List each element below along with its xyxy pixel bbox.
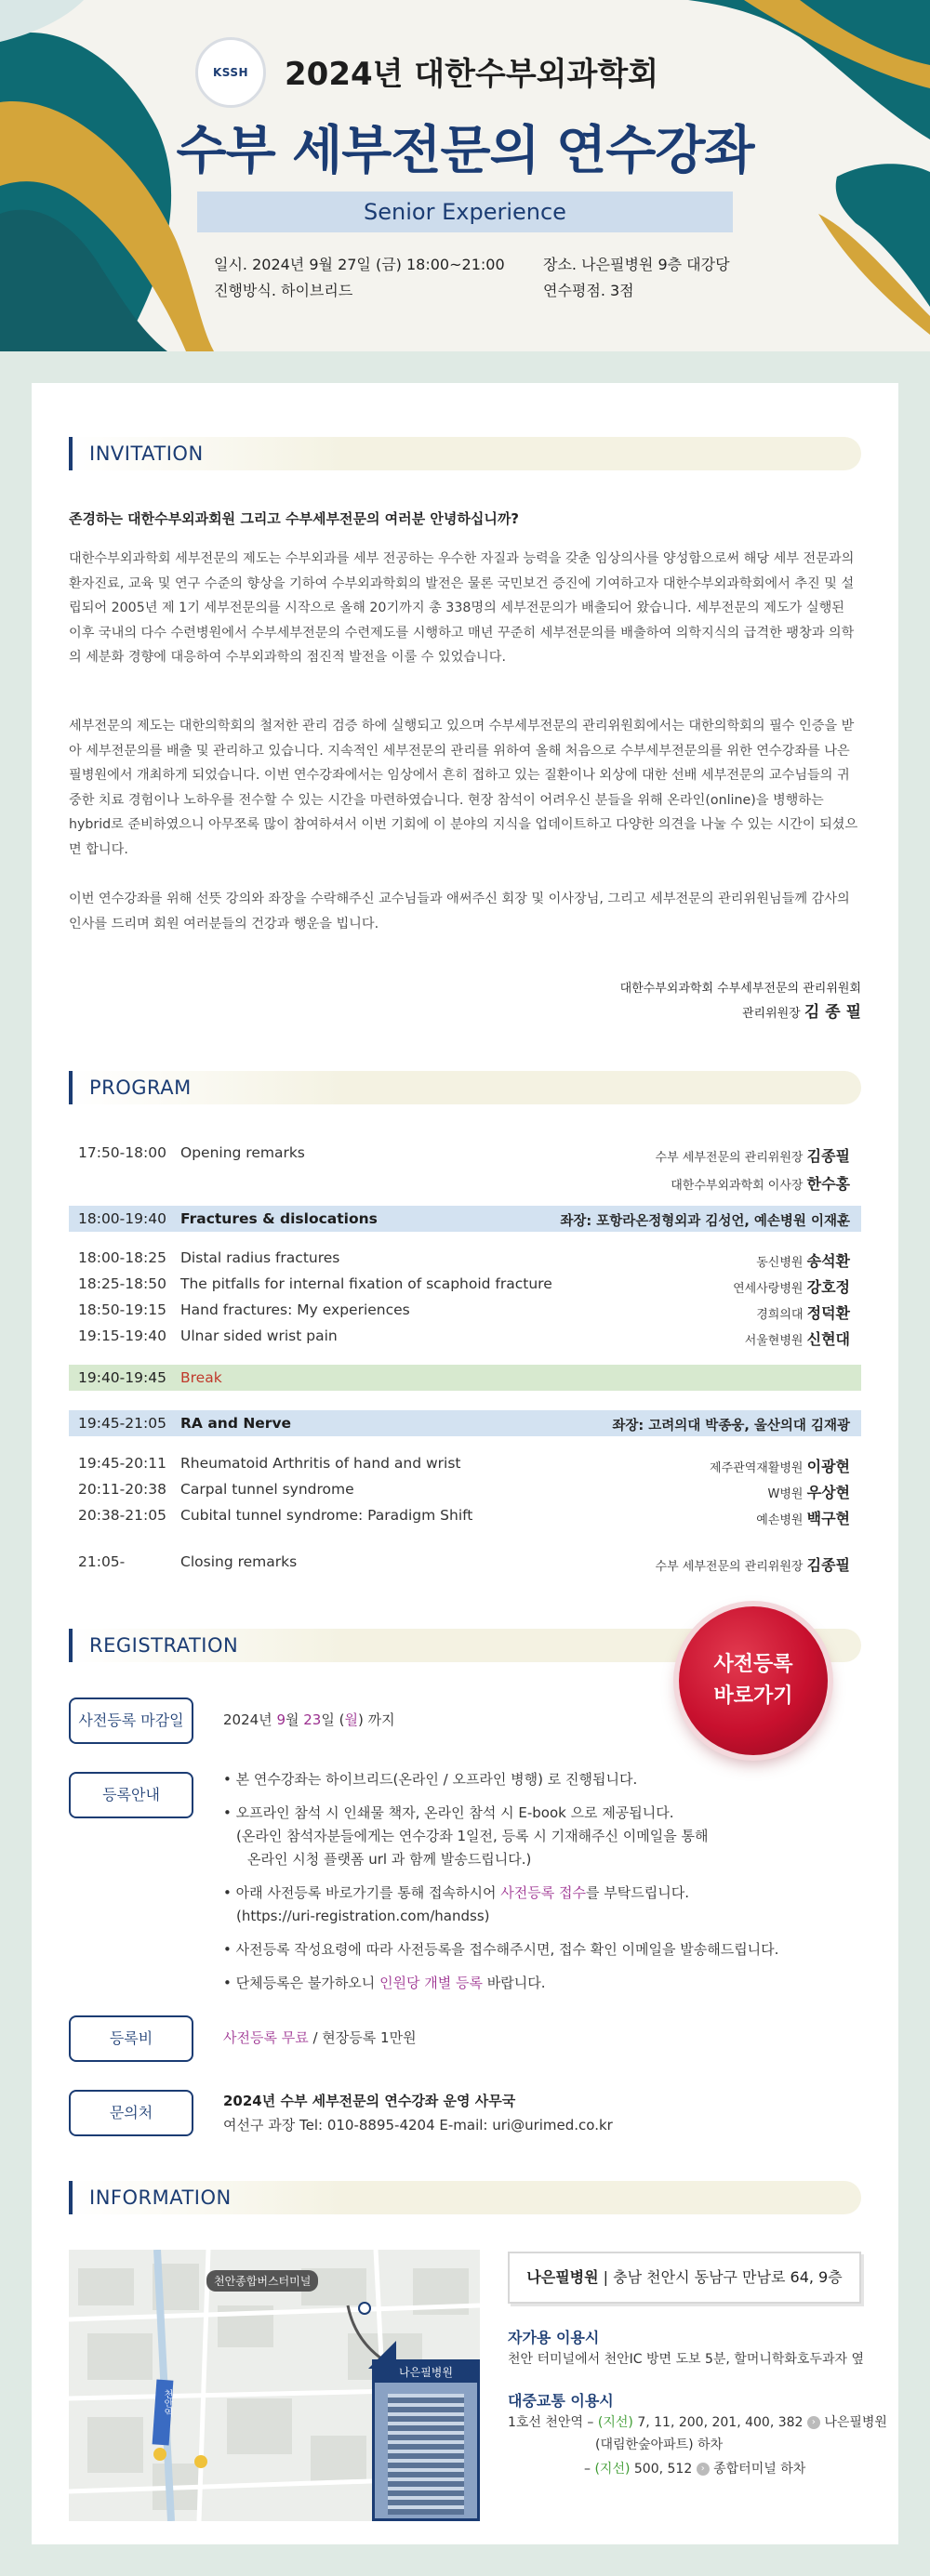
registration-heading-label: REGISTRATION	[89, 1634, 239, 1657]
invitation-paragraph-3: 이번 연수강좌를 위해 선뜻 강의와 좌장을 수락해주신 교수님들과 애써주신 회장 및 이사장님, 그리고 세부전문의 관리위원님들께 감사의 인사를 드리며 회원 여러분들의 건강과 행운을 빕니다.	[69, 892, 850, 931]
public-transport-line-1b: (대림한숲아파트) 하차	[595, 2437, 724, 2452]
main-panel	[32, 383, 898, 2544]
signature	[742, 998, 861, 1022]
greeting: 존경하는 대한수부외과회원 그리고 수부세부전문의 여러분 안녕하십니까?	[69, 510, 520, 527]
information-heading	[69, 2181, 861, 2214]
society-logo	[195, 37, 266, 108]
credit-line: 연수평점. 3점	[543, 282, 634, 299]
guide-item-2-note-2: 온라인 시청 플랫폼 url 과 함께 발송드립니다.)	[247, 1851, 532, 1868]
guide-item-5: • 단체등록은 불가하오니 인원당 개별 등록 바랍니다.	[223, 1975, 546, 1991]
public-transport-title: 대중교통 이용시	[508, 2392, 614, 2410]
map-label-hospital: 나은필병원	[375, 2362, 477, 2383]
arrow-circle-icon: ›	[697, 2463, 710, 2476]
program-row-closing: 21:05- Closing remarks 수부 세부전문의 관리위원장 김종필	[78, 1553, 850, 1574]
invitation-paragraph-2: 세부전문의 제도는 대한의학회의 철저한 관리 검증 하에 실행되고 있으며 수부세부전문의 관리위원회에서는 대한의학회의 필수 인증을 받아 세부전문의를 배출 및 관리하고 있습니다. 지속적인 세부전문의 관리를 위하여 올해 처음으로 수부세부전문의를 위한 연수강좌를 나은필병원에서 개최하게 되었습니다. 이번 연수강좌에서는 임상에서 흔히 접하고 있는 질환이나 외상에 대한 선배 세부전문의 교수님들의 귀중한 치료 경험이나 노하우를 전수할 수 있는 시간을 마련하였습니다. 현장 참석이 어려우신 분들을 위해 온라인(online)을 병행하는 hybrid로 준비하였으니 아무쪼록 많이 참여하셔서 이번 기회에 이 분야의 지식을 업데이트하고 다양한 의견을 나눌 수 있는 시간이 되셨으면 합니다.	[69, 719, 858, 857]
public-transport-line-2: – (지선) 500, 512 › 종합터미널 하차	[584, 2462, 806, 2477]
guide-label: 등록안내	[69, 1772, 193, 1818]
contact-line: 여선구 과장 Tel: 010-8895-4204 E-mail: uri@urimed.co.kr	[223, 2117, 613, 2133]
car-text: 천안 터미널에서 천안IC 방면 도보 5분, 할머니학화호두과자 옆	[508, 2352, 864, 2367]
program-row: 19:45-20:11 Rheumatoid Arthritis of hand and wrist 제주관역재활병원 이광현	[78, 1455, 850, 1475]
arrow-circle-icon: ›	[807, 2416, 820, 2429]
place-line: 장소. 나은필병원 9층 대강당	[543, 256, 730, 273]
program-heading-label: PROGRAM	[89, 1077, 192, 1099]
program-row: 20:38-21:05 Cubital tunnel syndrome: Paradigm Shift 예손병원 백구현	[78, 1507, 850, 1527]
hospital-address: | 충남 천안시 동남구 만남로 64, 9층	[598, 2268, 843, 2286]
signature-name: 김 종 필	[804, 1003, 861, 1022]
invitation-heading	[69, 437, 861, 470]
contact-label: 문의처	[69, 2090, 193, 2136]
guide-item-2-note: (온라인 참석자분들에게는 연수강좌 1일전, 등록 시 기재해주신 이메일을 통해	[236, 1828, 709, 1844]
cta-line-2: 바로가기	[713, 1684, 793, 1708]
signature-role: 관리위원장	[741, 1007, 801, 1021]
program-row: 18:25-18:50 The pitfalls for internal fixation of scaphoid fracture 연세사랑병원 강호정	[78, 1275, 850, 1296]
method-line: 진행방식. 하이브리드	[214, 282, 353, 299]
information-heading-label: INFORMATION	[89, 2186, 232, 2209]
invitation-paragraph-1: 대한수부외과학회 세부전문의 제도는 수부외과를 세부 전공하는 우수한 자질과 능력을 갖춘 임상의사를 양성함으로써 해당 세부 전문과의 환자진료, 교육 및 연구 수준의 향상을 기하여 수부외과학회의 발전은 물론 국민보건 증진에 기여하고자 대한수부외과학회에서 추진 및 설립되어 2005년 제 1기 세부전문의를 시작으로 올해 20기까지 총 338명의 세부전문의가 배출되어 왔습니다. 세부전문의 제도가 실행된 이후 국내의 다수 수련병원에서 수부세부전문의 수련제도를 시행하고 매년 꾸준히 세부전문의를 배출하여 의학지식의 급격한 팽창과 의학의 세분화 경향에 대응하여 수부외과학의 점진적 발전을 이룰 수 있었습니다.	[69, 551, 855, 665]
society-title: 2024년 대한수부외과학회	[285, 56, 659, 93]
fee-text: 사전등록 무료 / 현장등록 1만원	[223, 2029, 417, 2046]
signature-org: 대한수부외과학회 수부세부전문의 관리위원회	[619, 982, 861, 996]
subtitle-banner: Senior Experience	[197, 192, 733, 232]
deadline-label: 사전등록 마감일	[69, 1698, 193, 1744]
guide-item-1: • 본 연수강좌는 하이브리드(온라인 / 오프라인 병행) 로 진행됩니다.	[223, 1771, 638, 1788]
car-title: 자가용 이용시	[508, 2329, 600, 2346]
session-band-2: 19:45-21:05 RA and Nerve 좌장: 고려의대 박종웅, 울산의대 김재광	[69, 1410, 861, 1436]
contact-title: 2024년 수부 세부전문의 연수강좌 운영 사무국	[223, 2093, 516, 2109]
address-box	[508, 2252, 861, 2304]
program-row: 18:00-18:25 Distal radius fractures 동신병원 송석환	[78, 1249, 850, 1270]
program-row: 18:50-19:15 Hand fractures: My experiences 경희의대 정덕환	[78, 1301, 850, 1322]
guide-item-4: • 사전등록 작성요령에 따라 사전등록을 접수해주시면, 접수 확인 이메일을 발송해드립니다.	[223, 1941, 779, 1958]
hospital-name: 나은필병원	[526, 2268, 599, 2286]
location-map[interactable]	[69, 2250, 480, 2521]
date-line: 일시. 2024년 9월 27일 (금) 18:00~21:00	[214, 256, 505, 273]
program-row: 19:15-19:40 Ulnar sided wrist pain 서울현병원 신현대	[78, 1328, 850, 1348]
fee-label: 등록비	[69, 2015, 193, 2062]
guide-item-3: • 아래 사전등록 바로가기를 통해 접속하시어 사전등록 접수를 부탁드립니다.	[223, 1884, 689, 1901]
program-row-opening: 17:50-18:00 Opening remarks 수부 세부전문의 관리위원장 김종필	[78, 1144, 850, 1165]
program-heading	[69, 1071, 861, 1104]
session-band-1: 18:00-19:40 Fractures & dislocations 좌장: 포항라온정형외과 김성언, 예손병원 이재훈	[69, 1206, 861, 1232]
break-band: 19:40-19:45 Break	[69, 1365, 861, 1391]
cta-line-1: 사전등록	[713, 1653, 793, 1676]
page-header	[0, 0, 930, 351]
pre-registration-button[interactable]	[679, 1606, 828, 1755]
logo-text: KSSH	[212, 66, 249, 79]
hospital-photo	[372, 2359, 480, 2521]
invitation-heading-label: INVITATION	[89, 443, 204, 465]
public-transport-line-1: 1호선 천안역 – (지선) 7, 11, 200, 201, 400, 382 › 나은필병원	[508, 2415, 887, 2430]
registration-url[interactable]: (https://uri-registration.com/handss)	[236, 1908, 490, 1924]
guide-item-2: • 오프라인 참석 시 인쇄물 책자, 온라인 참석 시 E-book 으로 제공됩니다.	[223, 1804, 674, 1821]
program-row-opening-2: 대한수부외과학회 이사장 한수홍	[671, 1175, 850, 1193]
program-row: 20:11-20:38 Carpal tunnel syndrome W병원 우상현	[78, 1481, 850, 1501]
map-label-station: 천안역	[162, 2389, 172, 2417]
deadline-text: 2024년 9월 23일 (월) 까지	[223, 1711, 395, 1728]
main-title: 수부 세부전문의 연수강좌	[176, 121, 754, 181]
map-label-bus-terminal: 천안종합버스터미널	[206, 2270, 318, 2292]
